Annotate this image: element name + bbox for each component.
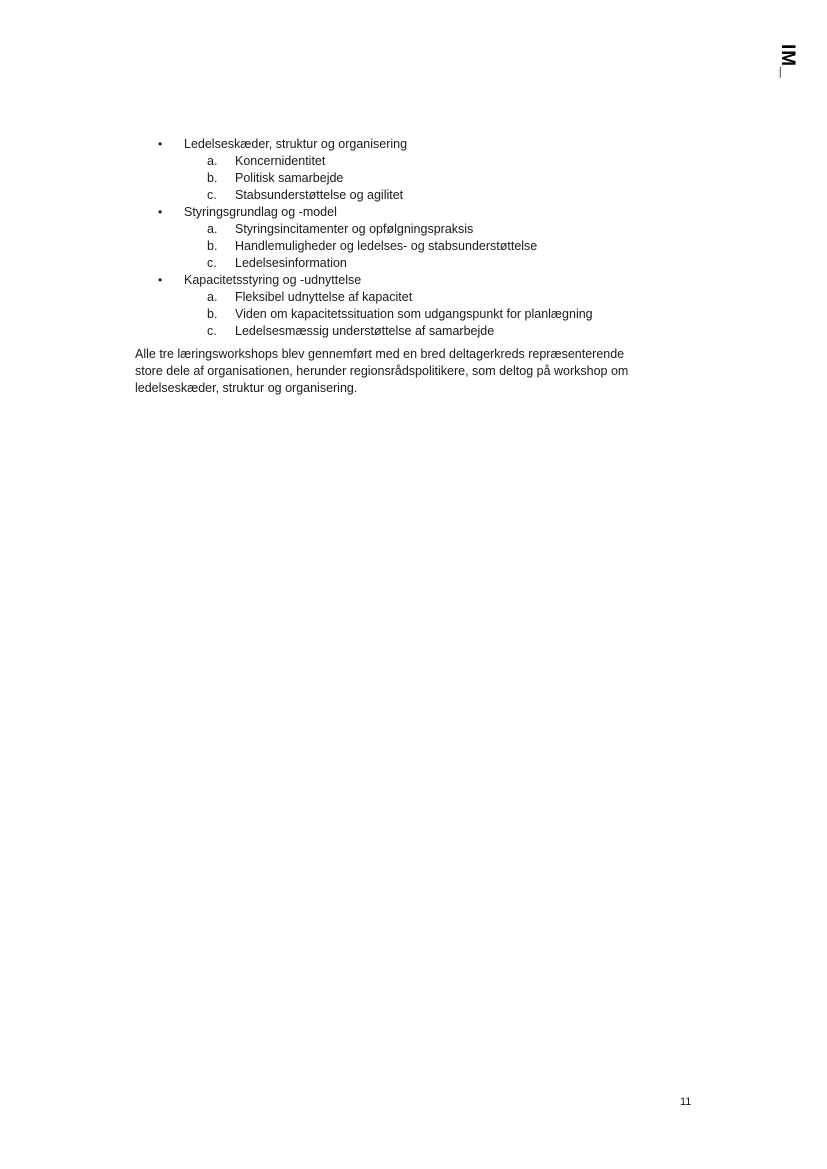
subitem-text: Ledelsesmæssig understøttelse af samarbejde <box>235 324 495 338</box>
subitem-text: Viden om kapacitetssituation som udgangspunkt for planlægning <box>235 307 593 321</box>
subitem <box>184 255 695 272</box>
subitem <box>184 221 695 238</box>
page-number: 11 <box>680 1096 692 1108</box>
subitem-letter: a. <box>207 290 218 304</box>
subitem <box>184 323 695 340</box>
paragraph-line: ledelseskæder, struktur og organisering. <box>135 381 358 395</box>
main-content <box>135 136 695 397</box>
subitem <box>184 153 695 170</box>
paragraph-line: Alle tre læringsworkshops blev gennemført med en bred deltagerkreds repræsenterende <box>135 347 625 361</box>
subitem <box>184 187 695 204</box>
topic-item <box>135 204 695 272</box>
subitem-letter: c. <box>207 188 217 202</box>
bullet-icon: • <box>158 273 163 287</box>
topic-item <box>135 272 695 340</box>
subitem <box>184 289 695 306</box>
company-logo <box>773 44 801 90</box>
subitem <box>184 238 695 255</box>
subitem-list <box>184 153 695 204</box>
paragraph-line: store dele af organisationen, herunder regionsrådspolitikere, som deltog på workshop om <box>135 364 629 378</box>
subitem-text: Handlemuligheder og ledelses- og stabsunderstøttelse <box>235 239 538 253</box>
subitem-letter: b. <box>207 239 218 253</box>
topic-title: Ledelseskæder, struktur og organisering <box>184 137 408 151</box>
body-paragraph <box>135 346 695 397</box>
subitem-list <box>184 289 695 340</box>
subitem-letter: b. <box>207 171 218 185</box>
bullet-icon: • <box>158 205 163 219</box>
topic-title: Kapacitetsstyring og -udnyttelse <box>184 273 362 287</box>
topic-title: Styringsgrundlag og -model <box>184 205 337 219</box>
subitem-letter: a. <box>207 222 218 236</box>
subitem-letter: c. <box>207 324 217 338</box>
subitem-text: Fleksibel udnyttelse af kapacitet <box>235 290 413 304</box>
subitem-text: Styringsincitamenter og opfølgningspraksis <box>235 222 474 236</box>
logo-text: IM_ <box>777 44 798 79</box>
subitem-letter: b. <box>207 307 218 321</box>
subitem-letter: c. <box>207 256 217 270</box>
subitem <box>184 306 695 323</box>
subitem-letter: a. <box>207 154 218 168</box>
subitem-list <box>184 221 695 272</box>
topic-item <box>135 136 695 204</box>
subitem-text: Politisk samarbejde <box>235 171 344 185</box>
subitem-text: Ledelsesinformation <box>235 256 347 270</box>
subitem-text: Koncernidentitet <box>235 154 326 168</box>
topic-list <box>135 136 695 340</box>
bullet-icon: • <box>158 137 163 151</box>
subitem-text: Stabsunderstøttelse og agilitet <box>235 188 404 202</box>
subitem <box>184 170 695 187</box>
